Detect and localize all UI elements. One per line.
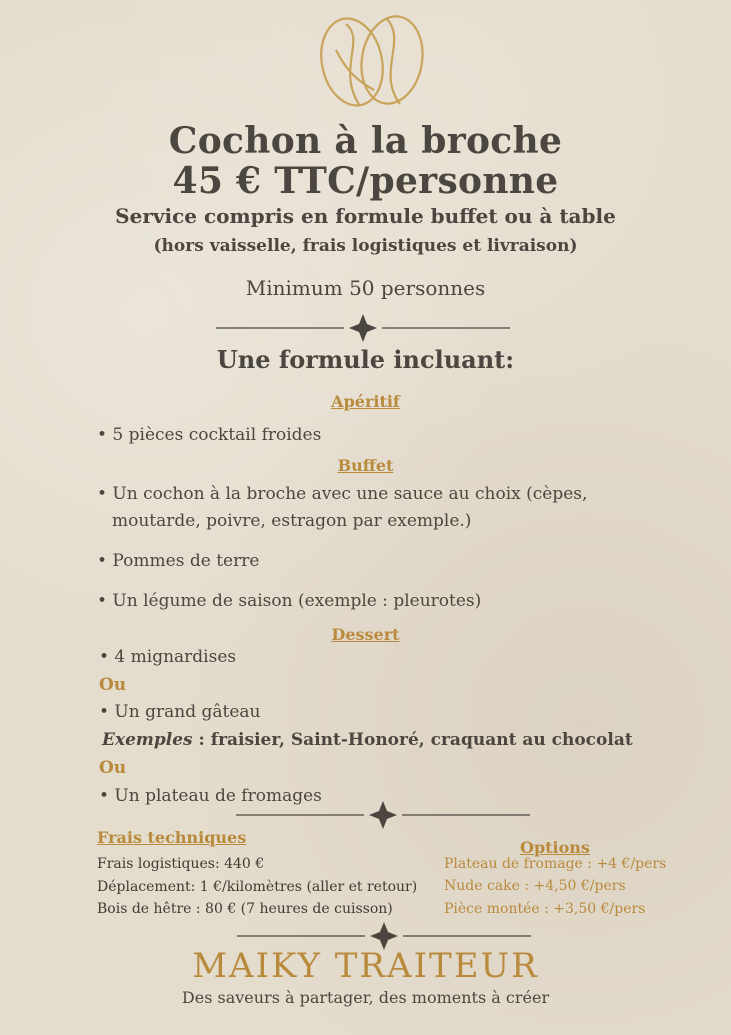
buffet-item-2: • Pommes de terre (97, 551, 260, 571)
price: 45 € TTC/personne (172, 160, 559, 202)
buffet-item-3: • Un légume de saison (exemple : pleurotes) (97, 591, 482, 611)
examples-label: Exemples (102, 730, 193, 750)
dessert-label: Dessert (331, 625, 400, 644)
buffet-item-1-line-2: moutarde, poivre, estragon par exemple.) (112, 511, 472, 531)
examples-text: : fraisier, Saint-Honoré, craquant au chocolat (192, 730, 633, 750)
buffet-label: Buffet (337, 456, 394, 475)
brand-name: MAIKY TRAITEUR (192, 946, 539, 986)
aperitif-label: Apéritif (331, 392, 400, 411)
dessert-item-2: • Un grand gâteau (99, 702, 261, 722)
divider-star-icon (236, 801, 532, 829)
page-title: Cochon à la broche (168, 120, 563, 162)
service-note: Service compris en formule buffet ou à table (115, 204, 616, 228)
logo-icon (316, 10, 428, 118)
divider-star-icon (216, 314, 512, 342)
exclusions-note: (hors vaisselle, frais logistiques et livraison) (153, 236, 578, 256)
formula-heading: Une formule incluant: (216, 345, 515, 374)
frais-line-3: Bois de hêtre : 80 € (7 heures de cuisson) (97, 901, 393, 917)
options-line-3: Pièce montée : +3,50 €/pers (444, 901, 646, 917)
aperitif-item: • 5 pièces cocktail froides (97, 425, 322, 445)
dessert-examples (102, 730, 633, 750)
options-label: Options (520, 838, 590, 857)
frais-label: Frais techniques (97, 828, 247, 847)
tagline: Des saveurs à partager, des moments à créer (181, 988, 550, 1007)
buffet-item-1-line-1: • Un cochon à la broche avec une sauce au choix (cèpes, (97, 484, 588, 504)
dessert-item-1: • 4 mignardises (99, 647, 237, 667)
frais-line-2: Déplacement: 1 €/kilomètres (aller et retour) (97, 879, 418, 895)
frais-line-1: Frais logistiques: 440 € (97, 856, 265, 872)
minimum-guests: Minimum 50 personnes (245, 276, 486, 300)
dessert-item-3: • Un plateau de fromages (99, 786, 322, 806)
options-line-2: Nude cake : +4,50 €/pers (444, 878, 626, 894)
dessert-or-2: Ou (99, 758, 127, 778)
dessert-or-1: Ou (99, 675, 127, 695)
options-line-1: Plateau de fromage : +4 €/pers (444, 856, 667, 872)
